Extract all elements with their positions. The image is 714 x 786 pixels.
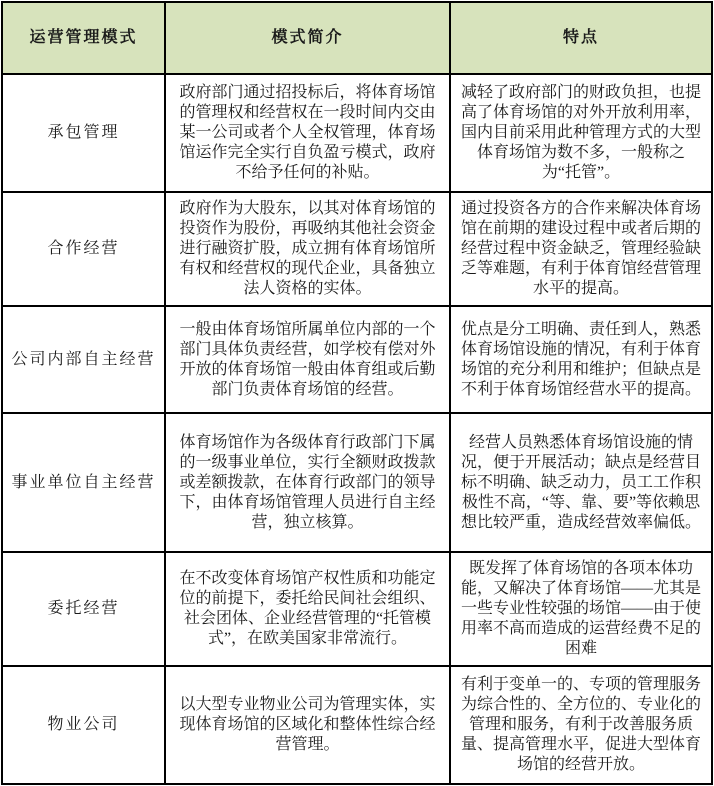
intro-cell: 政府作为大股东，以其对体育场馆的投资作为股份，再吸纳其他社会资金进行融资扩股，成立拥有体育场馆所有权和经营权的现代企业，具备独立法人资格的实体。 [165, 192, 450, 306]
header-cell-features: 特点 [450, 2, 712, 74]
mode-cell: 承包管理 [2, 74, 165, 192]
features-cell: 优点是分工明确、责任到人，熟悉体育场馆设施的情况，有利于体育场馆的充分利用和维护；但缺点是不利于体育场馆经营水平的提高。 [450, 306, 712, 413]
header-cell-mode: 运营管理模式 [2, 2, 165, 74]
intro-cell: 体育场馆作为各级体育行政部门下属的一级事业单位，实行全额财政拨款或差额拨款，在体育行政部门的领导下，由体育场馆管理人员进行自主经营，独立核算。 [165, 413, 450, 552]
table-row [2, 552, 712, 666]
mode-cell: 合作经营 [2, 192, 165, 306]
intro-cell: 在不改变体育场馆产权性质和功能定位的前提下，委托给民间社会组织、社会团体、企业经营管理的“托管模式”，在欧美国家非常流行。 [165, 552, 450, 666]
mode-cell: 公司内部自主经营 [2, 306, 165, 413]
mode-cell: 事业单位自主经营 [2, 413, 165, 552]
table-row [2, 74, 712, 192]
intro-cell: 一般由体育场馆所属单位内部的一个部门具体负责经营，如学校有偿对外开放的体育场馆一般由体育组或后勤部门负责体育场馆的经营。 [165, 306, 450, 413]
operation-modes-table [1, 1, 713, 785]
table-row [2, 192, 712, 306]
table-row [2, 413, 712, 552]
mode-cell: 委托经营 [2, 552, 165, 666]
header-row [2, 2, 712, 74]
mode-cell: 物业公司 [2, 666, 165, 784]
table-row [2, 666, 712, 784]
features-cell: 有利于变单一的、专项的管理服务为综合性的、全方位的、专业化的管理和服务，有利于改善服务质量、提高管理水平，促进大型体育场馆的经营开放。 [450, 666, 712, 784]
features-cell: 减轻了政府部门的财政负担，也提高了体育场馆的对外开放利用率，国内目前采用此种管理方式的大型体育场馆为数不多，一般称之为“托管”。 [450, 74, 712, 192]
intro-cell: 政府部门通过招投标后，将体育场馆的管理权和经营权在一段时间内交由某一公司或者个人全权管理，体育场馆运作完全实行自负盈亏模式，政府不给予任何的补贴。 [165, 74, 450, 192]
header-cell-intro: 模式简介 [165, 2, 450, 74]
features-cell: 既发挥了体育场馆的各项本体功能，又解决了体育场馆——尤其是一些专业性较强的场馆——由于使用率不高而造成的运营经费不足的困难 [450, 552, 712, 666]
intro-cell: 以大型专业物业公司为管理实体，实现体育场馆的区域化和整体性综合经营管理。 [165, 666, 450, 784]
operation-modes-table-wrap [1, 1, 711, 785]
features-cell: 经营人员熟悉体育场馆设施的情况，便于开展活动；缺点是经营目标不明确、缺乏动力，员工工作积极性不高，“等、靠、要”等依赖思想比较严重，造成经营效率偏低。 [450, 413, 712, 552]
table-row [2, 306, 712, 413]
features-cell: 通过投资各方的合作来解决体育场馆在前期的建设过程中或者后期的经营过程中资金缺乏，管理经验缺乏等难题，有利于体育馆经营管理水平的提高。 [450, 192, 712, 306]
